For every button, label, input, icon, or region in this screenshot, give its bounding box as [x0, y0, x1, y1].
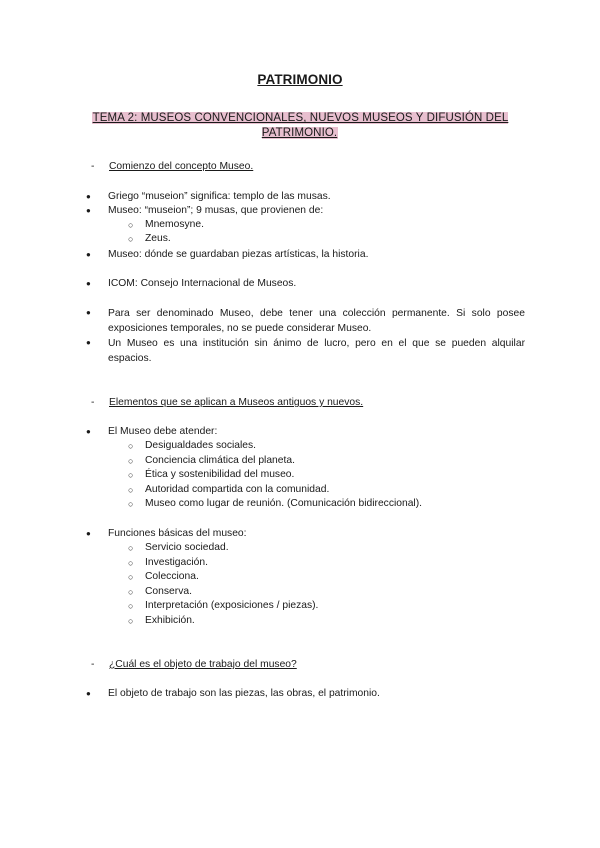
- sub-list-item-text: Investigación.: [145, 557, 208, 568]
- list-item-text: Para ser denominado Museo, debe tener una colección permanente. Si solo posee exposiciones temporales, no se puede considerar Museo.: [108, 308, 525, 334]
- dash-marker: -: [91, 397, 95, 408]
- bullet-marker: ●: [86, 529, 91, 538]
- sub-bullet-marker: ○: [128, 485, 134, 495]
- bullet-marker: ●: [86, 206, 91, 215]
- list-item-text: Museo: dónde se guardaban piezas artísticas, la historia.: [108, 249, 369, 260]
- sub-bullet-marker: ○: [128, 220, 134, 230]
- bullet-marker: ●: [86, 338, 91, 347]
- section-heading-text: Elementos que se aplican a Museos antiguos y nuevos.: [109, 397, 364, 408]
- sub-bullet-marker: ○: [128, 456, 134, 466]
- bullet-marker: ●: [86, 192, 91, 201]
- topic-subtitle: [80, 111, 520, 141]
- list-item-text: El Museo debe atender:: [108, 426, 218, 437]
- list-item-text: Museo: “museion”; 9 musas, que provienen de:: [108, 205, 324, 216]
- dash-marker: -: [91, 659, 95, 670]
- list-item-text: Griego “museion” significa: templo de las musas.: [108, 191, 331, 202]
- sub-list-item-text: Servicio sociedad.: [145, 542, 229, 553]
- sub-bullet-marker: ○: [128, 543, 134, 553]
- sub-bullet-marker: ○: [128, 601, 134, 611]
- bullet-marker: ●: [86, 308, 91, 317]
- sub-bullet-marker: ○: [128, 572, 134, 582]
- bullet-marker: ●: [86, 279, 91, 288]
- sub-bullet-marker: ○: [128, 234, 134, 244]
- sub-list-item-text: Zeus.: [145, 233, 171, 244]
- sub-list-item-text: Museo como lugar de reunión. (Comunicación bidireccional).: [145, 498, 423, 509]
- sub-list-item-text: Conserva.: [145, 586, 192, 597]
- sub-bullet-marker: ○: [128, 558, 134, 568]
- page-title: PATRIMONIO: [257, 72, 343, 87]
- sub-list-item-text: Interpretación (exposiciones / piezas).: [145, 600, 319, 611]
- section-heading-text: Comienzo del concepto Museo.: [109, 161, 254, 172]
- sub-list-item-text: Conciencia climática del planeta.: [145, 455, 295, 466]
- sub-list-item-text: Autoridad compartida con la comunidad.: [145, 484, 330, 495]
- sub-list-item-text: Colecciona.: [145, 571, 199, 582]
- list-item-text: Un Museo es una institución sin ánimo de lucro, pero en el que se pueden alquilar espacios.: [108, 338, 525, 364]
- sub-bullet-marker: ○: [128, 616, 134, 626]
- bullet-marker: ●: [86, 689, 91, 698]
- sub-list-item-text: Exhibición.: [145, 615, 195, 626]
- sub-bullet-marker: ○: [128, 587, 134, 597]
- sub-bullet-marker: ○: [128, 499, 134, 509]
- sub-bullet-marker: ○: [128, 470, 134, 480]
- topic-subtitle-highlight: TEMA 2: MUSEOS CONVENCIONALES, NUEVOS MUSEOS Y DIFUSIÓN DEL PATRIMONIO.: [92, 112, 509, 139]
- list-item-text: Funciones básicas del museo:: [108, 528, 247, 539]
- list-item-text: El objeto de trabajo son las piezas, las obras, el patrimonio.: [108, 688, 380, 699]
- bullet-marker: ●: [86, 427, 91, 436]
- sub-list-item-text: Mnemosyne.: [145, 219, 204, 230]
- list-item-text: ICOM: Consejo Internacional de Museos.: [108, 278, 297, 289]
- sub-bullet-marker: ○: [128, 441, 134, 451]
- dash-marker: -: [91, 161, 95, 172]
- bullet-marker: ●: [86, 250, 91, 259]
- sub-list-item-text: Desigualdades sociales.: [145, 440, 257, 451]
- section-heading-text: ¿Cuál es el objeto de trabajo del museo?: [109, 659, 297, 670]
- sub-list-item-text: Ética y sostenibilidad del museo.: [145, 469, 295, 480]
